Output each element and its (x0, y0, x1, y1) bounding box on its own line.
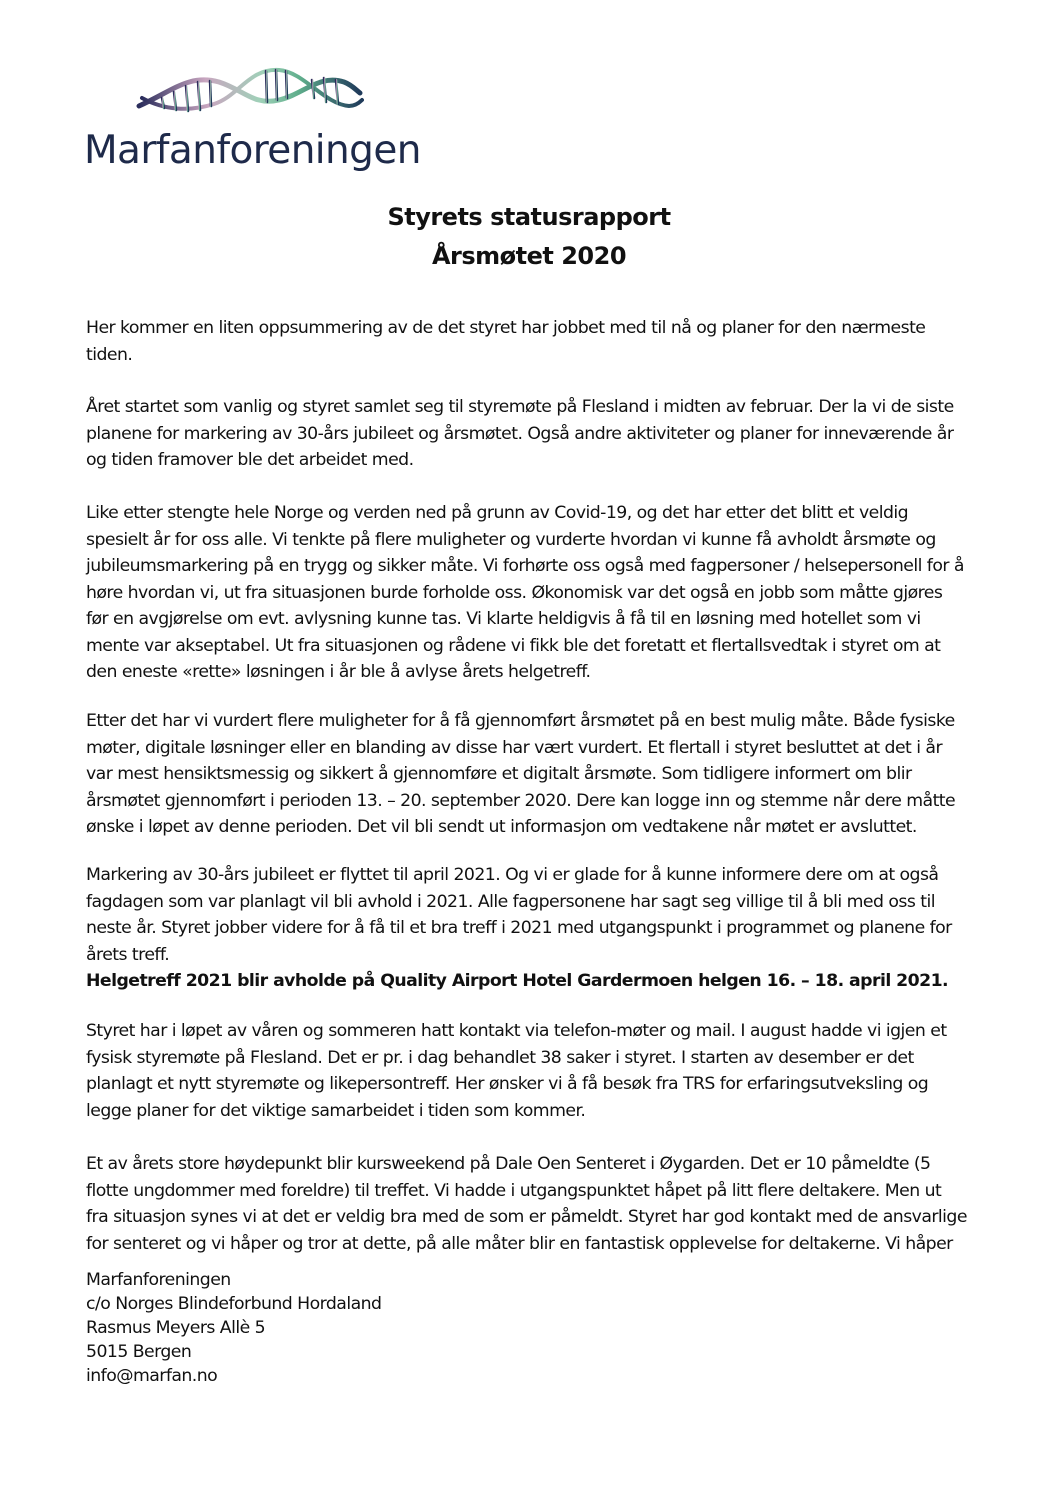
text-line: fysisk styremøte på Flesland. Det er pr. i dag behandlet 38 saker i styret. I starten av desember er det (86, 1047, 914, 1068)
text-line: for senteret og vi håper og tror at dette, på alle måter blir en fantastisk opplevelse for deltakerne. Vi håper (86, 1233, 953, 1254)
text-line: fagdagen som var planlagt vil bli avhold i 2021. Alle fagpersonene har sagt seg villige til å bli med oss til (86, 891, 935, 912)
address-street: Rasmus Meyers Allè 5 (86, 1318, 266, 1338)
text-line: legge planer for det viktige samarbeidet i tiden som kommer. (86, 1100, 586, 1121)
paragraph-digital-meeting (86, 708, 1016, 841)
highlight-announcement: Helgetreff 2021 blir avholde på Quality Airport Hotel Gardermoen helgen 16. – 18. april 2021. (86, 971, 949, 991)
text-line: Året startet som vanlig og styret samlet seg til styremøte på Flesland i midten av februar. Der la vi de siste (86, 397, 954, 417)
address-block (86, 1268, 381, 1388)
text-line: høre hvordan vi, ut fra situasjonen burde forholde oss. Økonomisk var det også en jobb som måtte gjøres (86, 582, 943, 603)
logo-wordmark: Marfanforeningen (84, 128, 421, 173)
paragraph-intro (86, 315, 1016, 368)
organization-logo (84, 58, 424, 178)
text-line: årets treff. (86, 944, 170, 965)
text-line: ønske i løpet av denne perioden. Det vil bli sendt ut informasjon om vedtakene når møtet er avsluttet. (86, 817, 917, 837)
address-co: c/o Norges Blindeforbund Hordaland (86, 1294, 382, 1314)
paragraph-board-meetings (86, 1018, 1016, 1124)
text-line: Et av årets store høydepunkt blir kursweekend på Dale Oen Senteret i Øygarden. Det er 10 påmeldte (5 (86, 1154, 931, 1174)
text-line: neste år. Styret jobber videre for å få til et bra treff i 2021 med utgangspunkt i programmet og planene for (86, 918, 952, 938)
dna-helix-icon (134, 60, 364, 122)
text-line: var mest hensiktsmessig og sikkert å gjennomføre et digitalt årsmøte. Som tidligere informert om blir (86, 764, 912, 784)
text-line: Her kommer en liten oppsummering av de det styret har jobbet med til nå og planer for den nærmeste (86, 318, 926, 338)
text-line: den eneste «rette» løsningen i år ble å avlyse årets helgetreff. (86, 662, 591, 682)
text-line: årsmøtet gjennomført i perioden 13. – 20. september 2020. Dere kan logge inn og stemme når dere måtte (86, 790, 956, 811)
text-line: Like etter stengte hele Norge og verden ned på grunn av Covid-19, og det har etter det blitt et veldig (86, 503, 909, 523)
document-subtitle: Årsmøtet 2020 (431, 242, 627, 270)
paragraph-course-weekend (86, 1151, 1016, 1257)
text-line: Styret har i løpet av våren og sommeren hatt kontakt via telefon-møter og mail. I august hadde vi igjen et (86, 1021, 947, 1041)
address-org: Marfanforeningen (86, 1270, 231, 1290)
text-line: spesielt år for oss alle. Vi tenkte på flere muligheter og vurderte hvordan vi kunne få avholdt årsmøte og (86, 529, 936, 550)
text-line: før en avgjørelse om evt. avlysning kunne tas. Vi klarte heldigvis å få til en løsning med hotellet som vi (86, 609, 921, 629)
paragraph-year-start (86, 394, 1016, 474)
text-line: flotte ungdommer med foreldre) til treffet. Vi hadde i utgangspunktet håpet på litt flere deltakere. Men ut (86, 1180, 942, 1201)
text-line: planene for markering av 30-års jubileet og årsmøtet. Også andre aktiviteter og planer for inneværende år (86, 423, 954, 444)
address-email[interactable]: info@marfan.no (86, 1366, 218, 1386)
text-line: og tiden framover ble det arbeidet med. (86, 450, 414, 470)
paragraph-anniversary (86, 862, 1016, 995)
text-line: møter, digitale løsninger eller en blanding av disse har vært vurdert. Et flertall i styret besluttet at det i år (86, 737, 943, 758)
text-line: jubileumsmarkering på en trygg og sikker måte. Vi forhørte oss også med fagpersoner / helsepersonell for å (86, 556, 964, 576)
text-line: mente var akseptabel. Ut fra situasjonen og rådene vi fikk ble det foretatt et flertallsvedtak i styret om at (86, 635, 941, 656)
text-line: Markering av 30-års jubileet er flyttet til april 2021. Og vi er glade for å kunne informere dere om at også (86, 865, 939, 885)
address-city: 5015 Bergen (86, 1342, 192, 1362)
text-line: Etter det har vi vurdert flere muligheter for å få gjennomført årsmøtet på en best mulig måte. Både fysiske (86, 711, 955, 731)
text-line: planlagt et nytt styremøte og likepersontreff. Her ønsker vi å få besøk fra TRS for erfaringsutveksling og (86, 1074, 929, 1094)
text-line: fra situasjon synes vi at det er veldig bra med de som er påmeldt. Styret har god kontakt med de ansvarlige (86, 1207, 967, 1227)
document-title: Styrets statusrapport (387, 203, 671, 231)
paragraph-covid (86, 500, 1016, 686)
text-line: tiden. (86, 344, 133, 365)
